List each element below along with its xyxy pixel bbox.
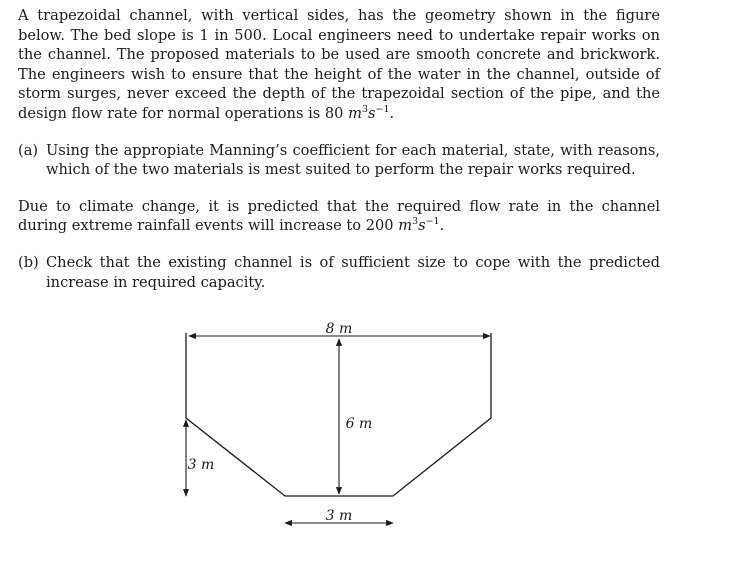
intro-exp-m: 3: [361, 104, 368, 116]
climate-unit-m: m: [398, 217, 413, 235]
intro-unit-m: m: [348, 104, 362, 122]
climate-end: .: [439, 217, 445, 235]
top-width-label: 8 m: [325, 321, 353, 337]
intro-end: .: [389, 104, 395, 122]
climate-exp-s: −1: [425, 216, 440, 228]
part-a-label: (a): [18, 141, 39, 159]
intro-text: A trapezoidal channel, with vertical sides, has the geometry shown in the figure below. The bed slope is 1 in 500. Local engineers need to undertake repair works on the channel. The proposed materials to be used are smooth concrete and brickwork. The engineers wish to ensure that the height of the water in the channel, outside of storm surges, never exceed the depth of the trapezoidal section of the pipe, and the design flow rate for normal operations is 80: [18, 7, 660, 122]
climate-exp-m: 3: [412, 216, 419, 228]
side-height-label: 3 m: [187, 457, 215, 473]
part-a-text: Using the appropiate Manning’s coefficient for each material, state, with reasons, which of the two materials is mest suited to perform the repair works required.: [46, 141, 660, 179]
bottom-width-label: 3 m: [325, 508, 353, 524]
part-b-text: Check that the existing channel is of sufficient size to cope with the predicted increase in required capacity.: [46, 253, 660, 291]
climate-text: Due to climate change, it is predicted that the required flow rate in the channel during extreme rainfall events will increase to 200: [18, 197, 660, 235]
intro-unit-s: s: [367, 104, 376, 122]
intro-exp-s: −1: [375, 104, 390, 116]
climate-unit-s: s: [418, 217, 426, 235]
part-b-label: (b): [18, 253, 39, 271]
depth-label: 6 m: [345, 416, 373, 432]
